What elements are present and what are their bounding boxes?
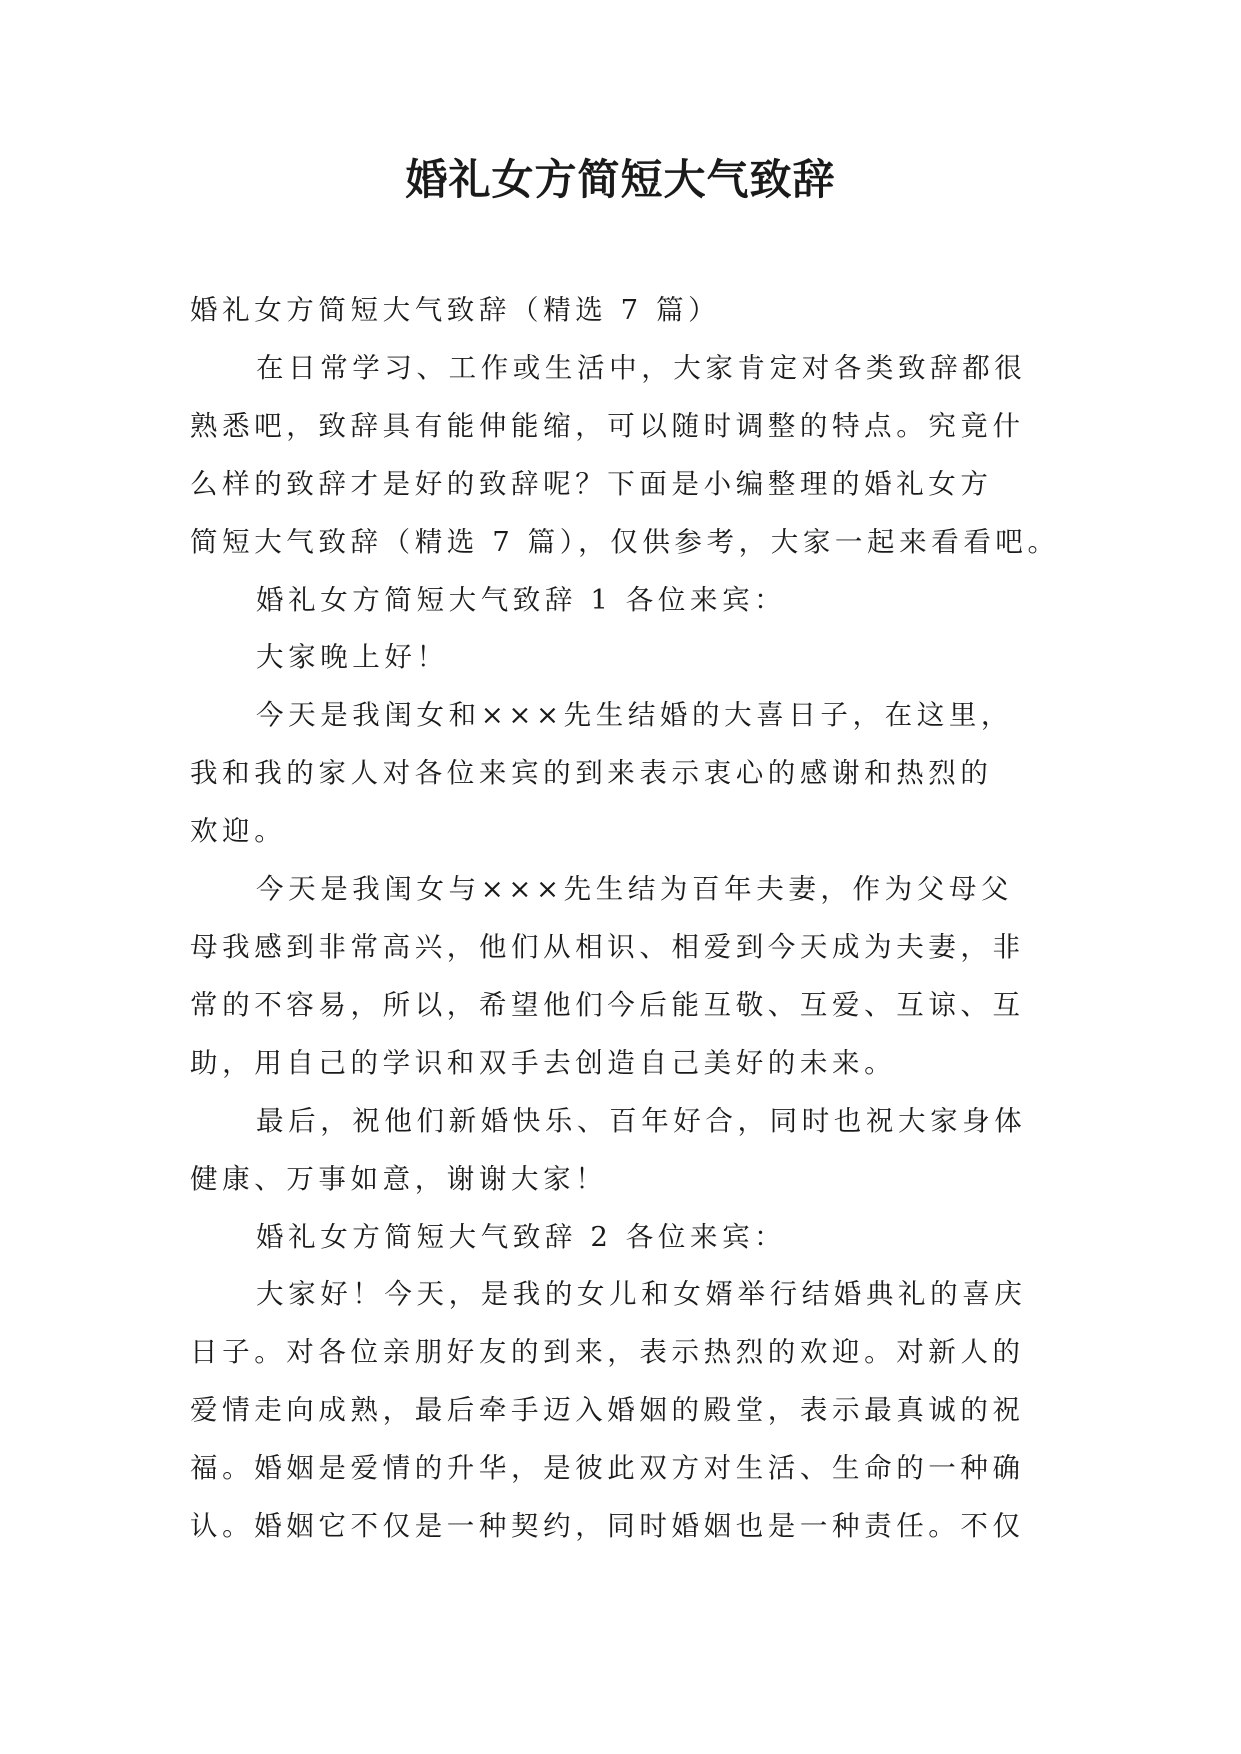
section1-paragraph-1 (190, 687, 1060, 745)
paragraph-line: 大家好！今天，是我的女儿和女婿举行结婚典礼的喜庆 (256, 1278, 1027, 1311)
section2-heading: 婚礼女方简短大气致辞 2 各位来宾： (256, 1220, 787, 1253)
section2-paragraph-1-cont (190, 1324, 1060, 1556)
section1-paragraph-3-cont (190, 1151, 1060, 1209)
paragraph-line: 欢迎。 (190, 815, 287, 848)
intro-line: 么样的致辞才是好的致辞呢？下面是小编整理的婚礼女方 (190, 467, 993, 500)
paragraph-line: 日子。对各位亲朋好友的到来，表示热烈的欢迎。对新人的 (190, 1336, 1025, 1369)
document-body (190, 282, 1060, 1556)
intro-line: 熟悉吧，致辞具有能伸能缩，可以随时调整的特点。究竟什 (190, 409, 1025, 442)
paragraph-line: 爱情走向成熟，最后牵手迈入婚姻的殿堂，表示最真诚的祝 (190, 1394, 1025, 1427)
section1-paragraph-2-cont (190, 919, 1060, 1093)
paragraph-line: 健康、万事如意，谢谢大家！ (190, 1162, 608, 1195)
intro-paragraph-cont (190, 398, 1060, 572)
paragraph-line: 我和我的家人对各位来宾的到来表示衷心的感谢和热烈的 (190, 757, 993, 790)
intro-line: 简短大气致辞（精选 7 篇），仅供参考，大家一起来看看吧。 (190, 525, 1060, 558)
document-subtitle: 婚礼女方简短大气致辞（精选 7 篇） (190, 294, 721, 326)
paragraph-line: 认。婚姻它不仅是一种契约，同时婚姻也是一种责任。不仅 (190, 1510, 1025, 1543)
paragraph-line: 福。婚姻是爱情的升华，是彼此双方对生活、生命的一种确 (190, 1452, 1025, 1485)
section2-paragraph-1 (190, 1266, 1060, 1324)
document-title: 婚礼女方简短大气致辞 (405, 155, 836, 204)
paragraph-line: 母我感到非常高兴，他们从相识、相爱到今天成为夫妻，非 (190, 930, 1025, 963)
section1-heading: 婚礼女方简短大气致辞 1 各位来宾： (256, 583, 787, 616)
section1-greeting: 大家晚上好！ (256, 641, 449, 674)
section1-paragraph-2 (190, 861, 1060, 919)
paragraph-line: 助，用自己的学识和双手去创造自己美好的未来。 (190, 1046, 897, 1079)
intro-line: 在日常学习、工作或生活中，大家肯定对各类致辞都很 (256, 351, 1027, 384)
section1-paragraph-3 (190, 1093, 1060, 1151)
paragraph-line: 最后，祝他们新婚快乐、百年好合，同时也祝大家身体 (256, 1104, 1027, 1137)
paragraph-line: 常的不容易，所以，希望他们今后能互敬、互爱、互谅、互 (190, 988, 1025, 1021)
paragraph-line: 今天是我闺女和×××先生结婚的大喜日子，在这里， (256, 699, 1014, 732)
paragraph-line: 今天是我闺女与×××先生结为百年夫妻，作为父母父 (256, 873, 1014, 906)
section1-paragraph-1-cont (190, 745, 1060, 861)
intro-paragraph (190, 340, 1060, 398)
